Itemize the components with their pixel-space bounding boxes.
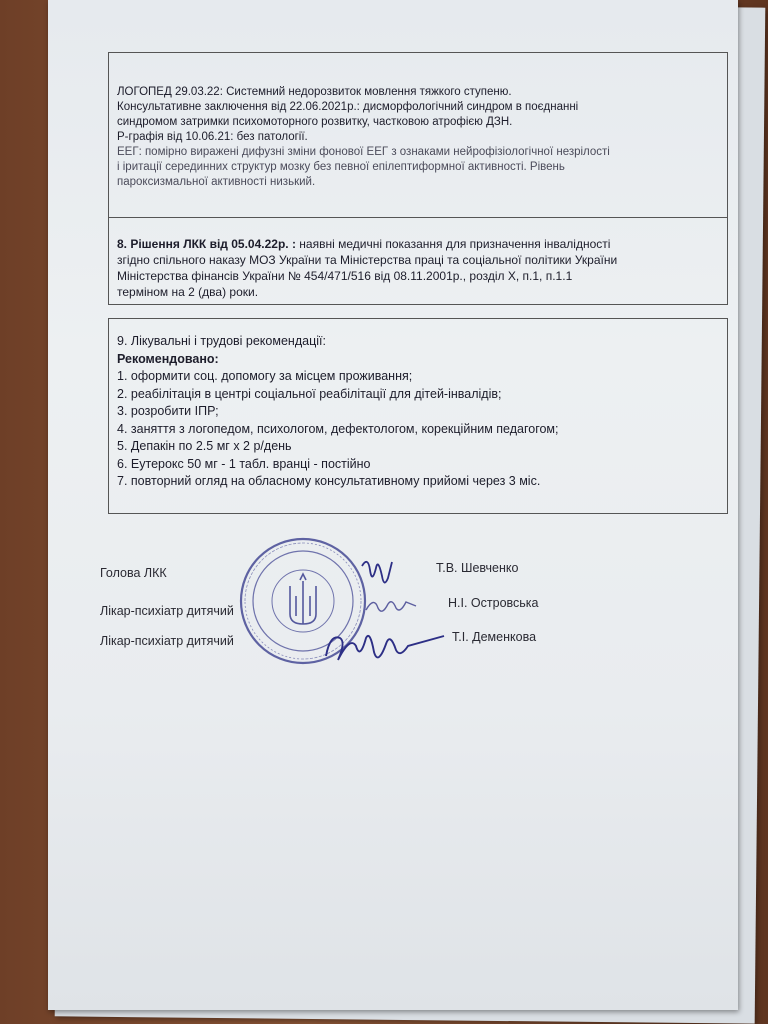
recommendation-item: 2. реабілітація в центрі соціальної реабілітації для дітей-інвалідів; [117,386,502,401]
recommendations-heading: 9. Лікувальні і трудові рекомендації: [117,334,326,348]
findings-line: ЕЕГ: помірно виражені дифузні зміни фонової ЕЕГ з ознаками нейрофізіологічної незрілості [117,146,610,158]
signature-role-chair: Голова ЛКК [100,566,167,580]
signature-role-psychiatrist-2: Лікар-психіатр дитячий [100,634,234,648]
signature-role-psychiatrist-1: Лікар-психіатр дитячий [100,604,234,618]
medical-findings-section [108,52,728,217]
decision-first-line-text: наявні медичні показання для призначення інвалідності [295,237,611,251]
decision-first-line [117,236,727,252]
findings-line: синдромом затримки психомоторного розвитку, частковою атрофією ДЗН. [117,116,513,128]
findings-line: Р-графія від 10.06.21: без патології. [117,131,308,143]
recommendation-item: 4. заняття з логопедом, психологом, дефектологом, корекційним педагогом; [117,421,559,436]
decision-line: Міністерства фінансів України № 454/471/516 від 08.11.2001р., розділ Х, п.1, п.1.1 [117,269,573,283]
recommendation-item: 1. оформити соц. допомогу за місцем проживання; [117,369,413,383]
findings-line: пароксизмальної активності низький. [117,176,316,188]
decision-line: терміном на 2 (два) роки. [117,285,259,299]
recommendations-section [108,318,728,514]
trident-icon [290,574,316,624]
signature-name-chair: Т.В. Шевченко [436,561,519,575]
recommendation-item: 3. розробити ІПР; [117,404,219,418]
findings-line: і іритації серединних структур мозку без певної епілептиформної активності. Рівень [117,161,565,173]
findings-line: Консультативне заключення від 22.06.2021р.: дисморфологічний синдром в поєднанні [117,101,579,113]
recommendation-item: 6. Еутерокс 50 мг - 1 табл. вранці - постійно [117,456,371,471]
lkk-decision-section [108,217,728,305]
decision-line: згідно спільного наказу МОЗ України та Міністерства праці та соціальної політики України [117,253,618,267]
signature-name-psychiatrist-2: Т.І. Деменкова [452,630,537,644]
recommendation-item: 7. повторний огляд на обласному консультативному прийомі через 3 міс. [117,474,541,488]
findings-line: ЛОГОПЕД 29.03.22: Системний недорозвиток мовлення тяжкого ступеню. [117,86,512,98]
decision-heading: 8. Рішення ЛКК від 05.04.22р. : [117,237,296,251]
document-page [48,0,738,1010]
recommendations-subheading: Рекомендовано: [117,351,219,366]
signature-name-psychiatrist-1: Н.І. Островська [448,596,539,610]
signature-mark-psychiatrist-2 [316,616,466,672]
recommendation-item: 5. Депакін по 2.5 мг х 2 р/день [117,439,292,453]
